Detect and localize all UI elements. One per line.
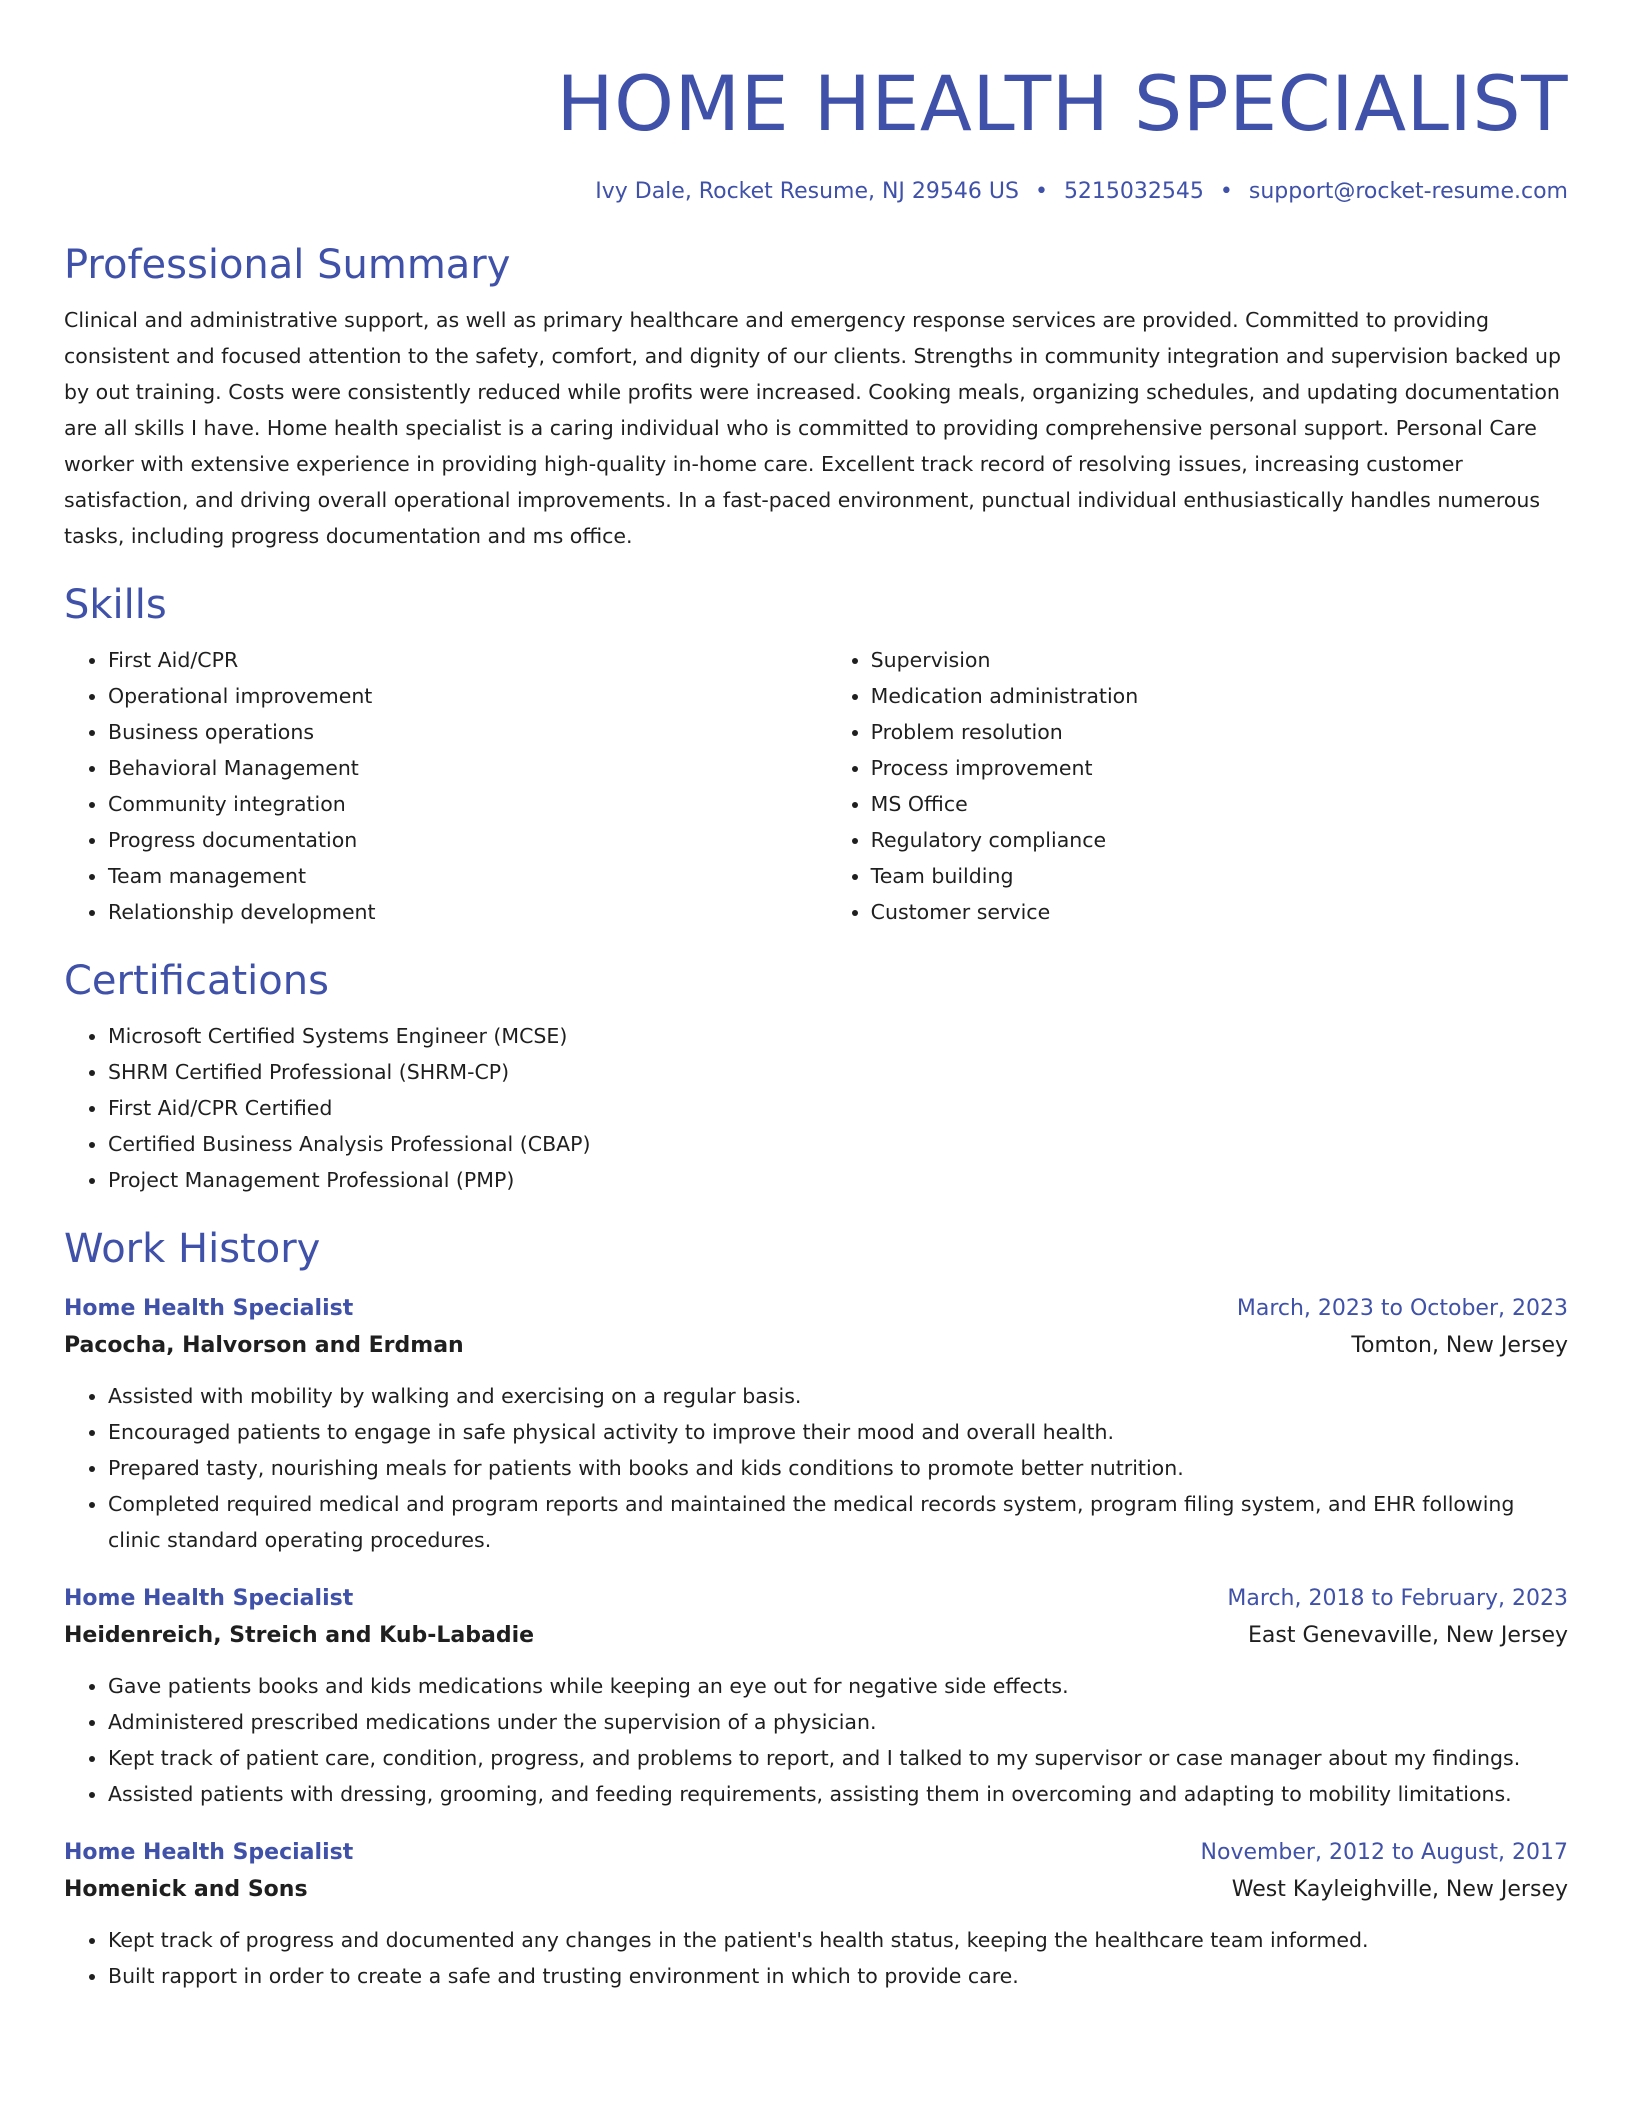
page-title: HOME HEALTH SPECIALIST [556,59,1568,148]
skills-list [64,642,1568,930]
skill-item: • Operational improvement [108,678,827,714]
job-location: Tomton, New Jersey [1351,1333,1568,1358]
certification-item: • Microsoft Certified Systems Engineer (MCSE) [108,1018,1568,1054]
skills-column-right [827,642,1568,930]
job-bullet: • Completed required medical and program reports and maintained the medical records system, program filing system, and EHR following clinic standard operating procedures. [108,1486,1568,1558]
job-entry [64,1836,1568,1994]
skill-item: • Relationship development [108,894,827,930]
job-dates: March, 2018 to February, 2023 [1227,1586,1568,1611]
skill-item: • Supervision [871,642,1568,678]
job-dates: March, 2023 to October, 2023 [1236,1296,1568,1321]
job-entry [64,1582,1568,1812]
skill-item: • Community integration [108,786,827,822]
section-title-work-history: Work History [64,1226,321,1272]
skill-item: • Business operations [108,714,827,750]
job-bullet: • Gave patients books and kids medications while keeping an eye out for negative side effects. [108,1668,1568,1704]
resume-page [64,0,1568,1994]
certifications-list [64,1018,1568,1198]
skill-item: • First Aid/CPR [108,642,827,678]
skill-item: • Progress documentation [108,822,827,858]
certification-item: • First Aid/CPR Certified [108,1090,1568,1126]
skill-item: • Behavioral Management [108,750,827,786]
job-bullet: • Assisted patients with dressing, grooming, and feeding requirements, assisting them in overcoming and adapting to mobility limitations. [108,1776,1568,1812]
skill-item: • Regulatory compliance [871,822,1568,858]
job-bullet: • Kept track of patient care, condition, progress, and problems to report, and I talked to my supervisor or case manager about my findings. [108,1740,1568,1776]
job-header-row [64,1582,1568,1616]
skill-item: • Customer service [871,894,1568,930]
skills-column-left [64,642,827,930]
job-title: Home Health Specialist [64,1840,354,1865]
contact-separator: • [1034,179,1048,204]
job-location: East Genevaville, New Jersey [1248,1623,1568,1648]
job-location: West Kayleighville, New Jersey [1231,1877,1568,1902]
contact-address: Ivy Dale, Rocket Resume, NJ 29546 US [595,179,1019,204]
certification-item: • Project Management Professional (PMP) [108,1162,1568,1198]
job-dates: November, 2012 to August, 2017 [1200,1840,1568,1865]
job-company: Homenick and Sons [64,1877,308,1902]
contact-phone: 5215032545 [1063,179,1204,204]
section-title-summary: Professional Summary [64,242,511,288]
job-company-row [64,1616,1568,1656]
job-bullets [64,1922,1568,1994]
certification-item: • SHRM Certified Professional (SHRM-CP) [108,1054,1568,1090]
job-company: Heidenreich, Streich and Kub-Labadie [64,1623,535,1648]
skill-item: • Team building [871,858,1568,894]
job-bullet: • Encouraged patients to engage in safe physical activity to improve their mood and overall health. [108,1414,1568,1450]
skill-item: • Team management [108,858,827,894]
job-bullet: • Prepared tasty, nourishing meals for patients with books and kids conditions to promote better nutrition. [108,1450,1568,1486]
job-bullet: • Built rapport in order to create a safe and trusting environment in which to provide care. [108,1958,1568,1994]
job-company-row [64,1870,1568,1910]
section-title-skills: Skills [64,582,167,628]
job-title: Home Health Specialist [64,1586,354,1611]
job-company-row [64,1326,1568,1366]
job-title: Home Health Specialist [64,1296,354,1321]
certification-item: • Certified Business Analysis Professional (CBAP) [108,1126,1568,1162]
job-header-row [64,1836,1568,1870]
job-bullets [64,1378,1568,1558]
skill-item: • Medication administration [871,678,1568,714]
contact-line [64,178,1568,206]
contact-separator: • [1219,179,1233,204]
job-bullet: • Administered prescribed medications under the supervision of a physician. [108,1704,1568,1740]
job-bullets [64,1668,1568,1812]
skill-item: • Problem resolution [871,714,1568,750]
skill-item: • Process improvement [871,750,1568,786]
section-title-certifications: Certifications [64,958,329,1004]
job-entry [64,1292,1568,1558]
contact-email: support@rocket-resume.com [1248,179,1568,204]
job-company: Pacocha, Halvorson and Erdman [64,1333,464,1358]
job-bullet: • Kept track of progress and documented any changes in the patient's health status, keeping the healthcare team informed. [108,1922,1568,1958]
job-bullet: • Assisted with mobility by walking and exercising on a regular basis. [108,1378,1568,1414]
job-header-row [64,1292,1568,1326]
summary-text: Clinical and administrative support, as well as primary healthcare and emergency response services are provided. Committed to providing consistent and focused attention to the safety, comfort, and dignity of our clients. Strengths in community integration and supervision backed up by out training. Costs were consistently reduced while profits were increased. Cooking meals, organizing schedules, and updating documentation are all skills I have. Home health specialist is a caring individual who is committed to providing comprehensive personal support. Personal Care worker with extensive experience in providing high-quality in-home care. Excellent track record of resolving issues, increasing customer satisfaction, and driving overall operational improvements. In a fast-paced environment, punctual individual enthusiastically handles numerous tasks, including progress documentation and ms office. [64,308,1562,548]
skill-item: • MS Office [871,786,1568,822]
